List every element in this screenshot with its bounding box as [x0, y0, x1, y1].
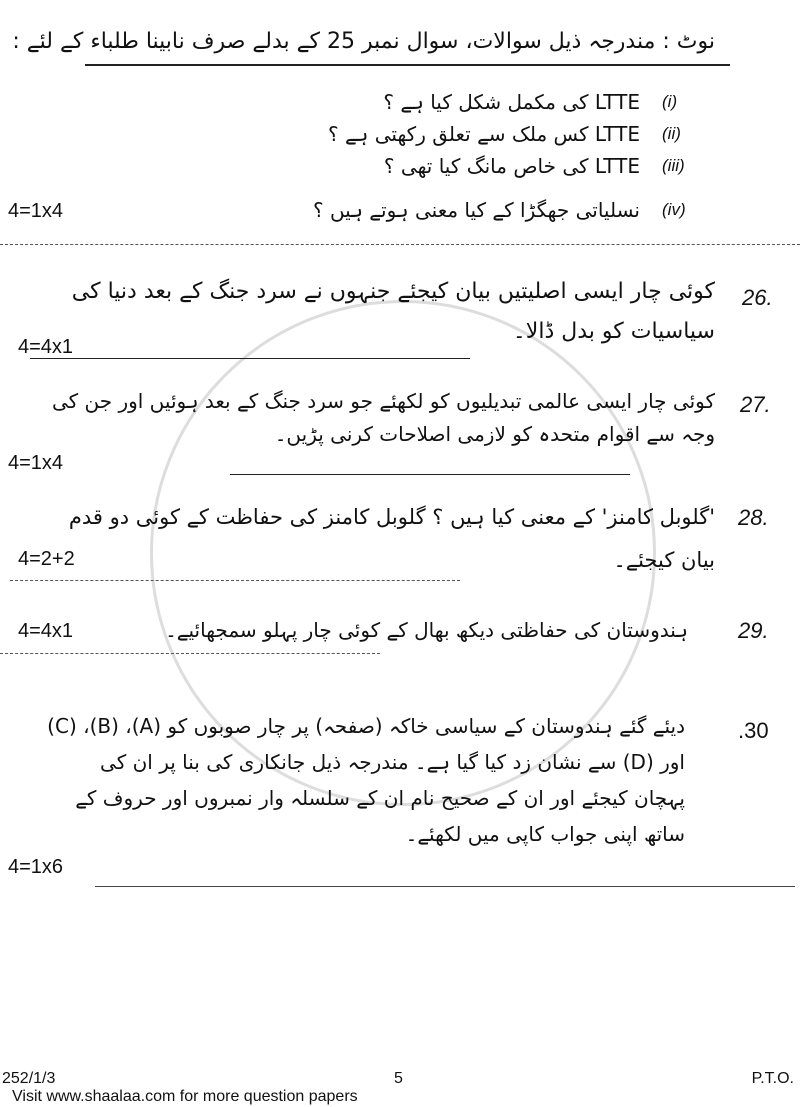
- question-line: ہندوستان کی حفاظتی دیکھ بھال کے کوئی چار پہلو سمجھائیے۔: [165, 618, 688, 642]
- pto: P.T.O.: [751, 1070, 794, 1087]
- question-line: وجہ سے اقوام متحدہ کو لازمی اصلاحات کرنی پڑیں۔: [274, 422, 715, 446]
- question-number: .30: [738, 718, 769, 743]
- paper-code: 252/1/3: [2, 1070, 56, 1087]
- visit-link[interactable]: Visit www.shaalaa.com for more question papers: [12, 1088, 358, 1105]
- question-line: 'گلوبل کامنز' کے معنی کیا ہیں ؟ گلوبل کامنز کی حفاظت کے کوئی دو قدم: [68, 505, 715, 529]
- marks: 4=2+2: [18, 548, 75, 570]
- page-number: 5: [394, 1070, 403, 1087]
- divider: [95, 886, 795, 887]
- question-line: دیئے گئے ہندوستان کے سیاسی خاکہ (صفحہ) پر چار صوبوں کو (A)، (B)، (C): [47, 714, 685, 738]
- question-line: سیاسیات کو بدل ڈالا۔: [512, 319, 715, 344]
- sub-question: LTTE کی مکمل شکل کیا ہے ؟: [383, 90, 640, 114]
- marks: 4=1x4: [8, 452, 64, 474]
- sub-question: LTTE کس ملک سے تعلق رکھتی ہے ؟: [327, 122, 640, 146]
- question-number: 28.: [738, 505, 769, 530]
- sub-question: نسلیاتی جھگڑا کے کیا معنی ہوتے ہیں ؟: [312, 198, 640, 222]
- question-line: ساتھ اپنی جواب کاپی میں لکھئے۔: [405, 822, 685, 846]
- divider: [30, 358, 470, 359]
- marks: 4=4x1: [18, 336, 74, 358]
- question-line: بیان کیجئے۔: [613, 548, 715, 572]
- sub-question: LTTE کی خاص مانگ کیا تھی ؟: [383, 154, 640, 178]
- question-number: 29.: [738, 618, 769, 643]
- marks: 4=1x4: [8, 200, 64, 222]
- sub-question-label: (ii): [662, 124, 681, 143]
- divider: [10, 580, 460, 581]
- note-heading: نوٹ : مندرجہ ذیل سوالات، سوال نمبر 25 کے بدلے صرف نابینا طلباء کے لئے :: [12, 29, 715, 54]
- sub-question-label: (iii): [662, 156, 685, 175]
- marks: 4=4x1: [18, 620, 74, 642]
- sub-question-label: (i): [662, 92, 678, 111]
- marks: 4=1x6: [8, 856, 64, 878]
- question-line: پہچان کیجئے اور ان کے صحیح نام ان کے سلسلہ وار نمبروں اور حروف کے: [75, 786, 685, 810]
- question-number: 27.: [740, 392, 771, 417]
- divider: [0, 653, 380, 654]
- note-underline: [85, 64, 730, 66]
- question-line: کوئی چار ایسی اصلیتیں بیان کیجئے جنہوں نے سرد جنگ کے بعد دنیا کی: [71, 279, 715, 304]
- question-line: کوئی چار ایسی عالمی تبدیلیوں کو لکھئے جو سرد جنگ کے بعد ہوئیں اور جن کی: [51, 389, 715, 413]
- divider: [0, 244, 800, 245]
- divider: [230, 474, 630, 475]
- question-number: 26.: [742, 285, 773, 310]
- sub-question-label: (iv): [662, 200, 686, 219]
- question-line: اور (D) سے نشان زد کیا گیا ہے۔ مندرجہ ذیل جانکاری کی بنا پر ان کی: [100, 750, 685, 774]
